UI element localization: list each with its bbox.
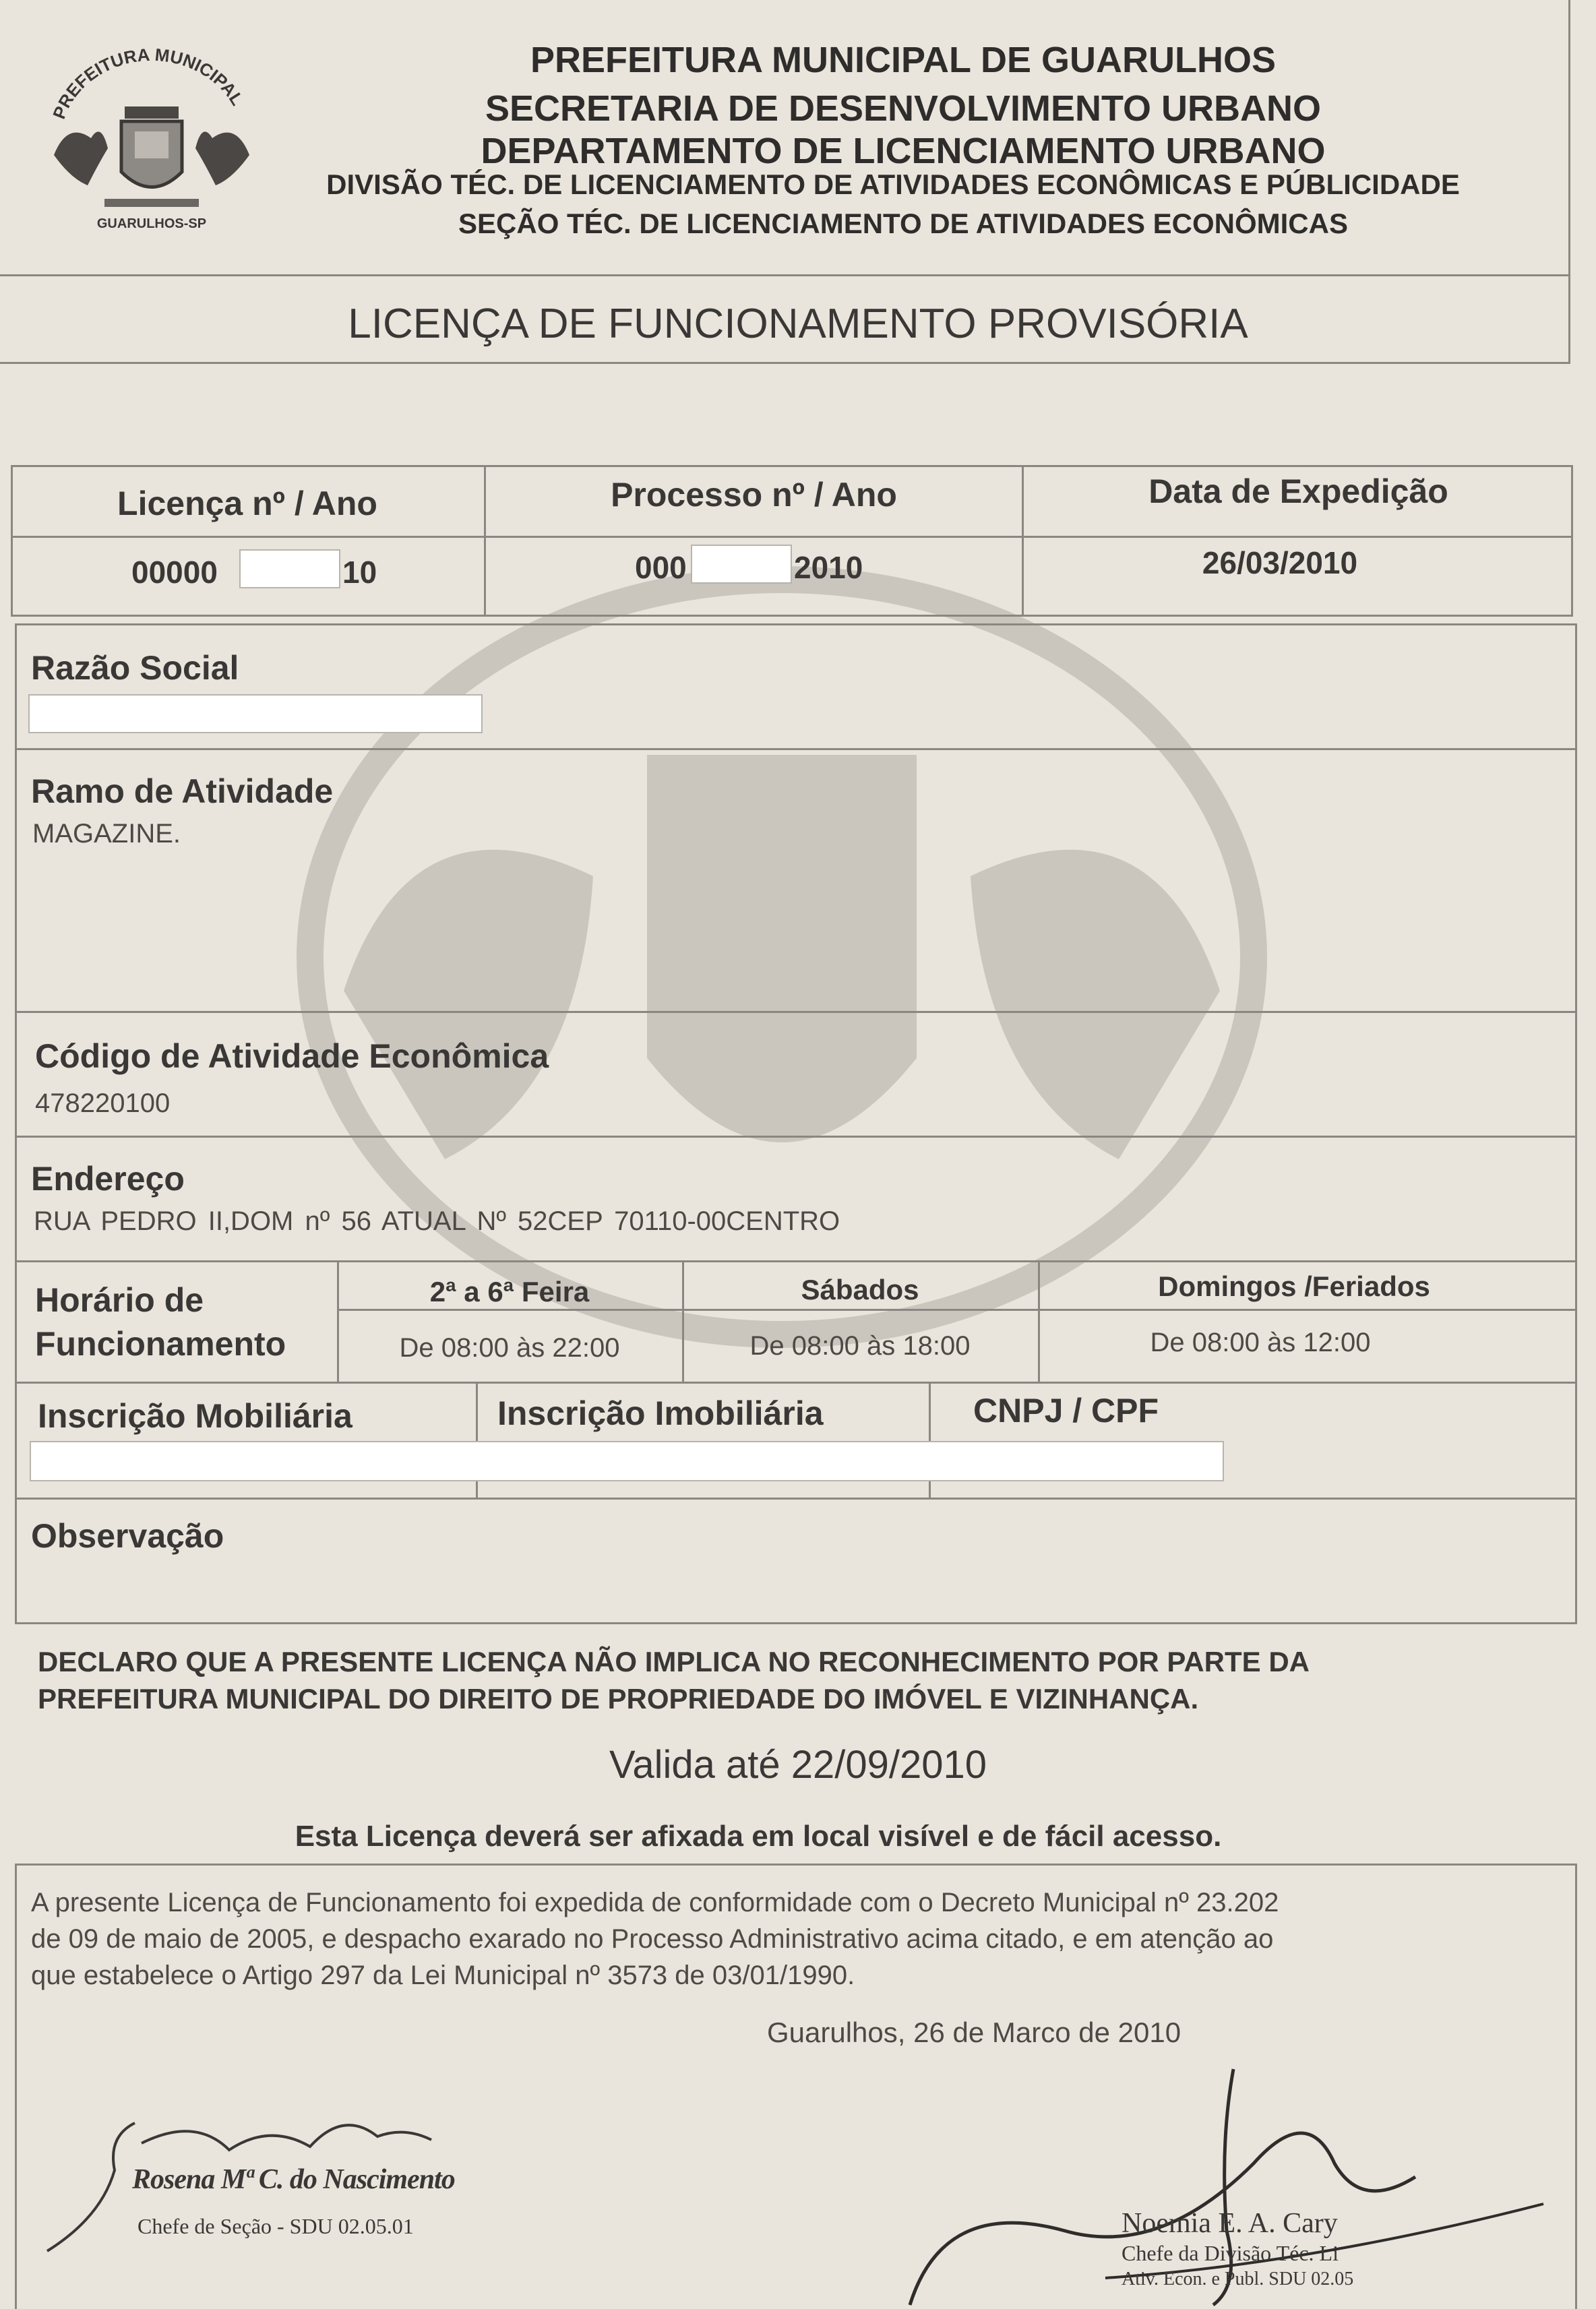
endereco-label: Endereço xyxy=(31,1160,185,1198)
inscricao-imobiliaria-label: Inscrição Imobiliária xyxy=(497,1394,824,1432)
endereco-value: RUA PEDRO II,DOM nº 56 ATUAL Nº 52CEP 70110-00CENTRO xyxy=(34,1206,840,1236)
horario-col2-header: Sábados xyxy=(801,1274,919,1305)
header-line-3: DEPARTAMENTO DE LICENCIAMENTO URBANO xyxy=(481,131,1326,171)
processo-number-redaction xyxy=(691,545,792,584)
seal-bottom-text: GUARULHOS-SP xyxy=(96,216,207,231)
horario-label-line1: Horário de xyxy=(35,1281,204,1319)
afixar-text: Esta Licença deverá ser afixada em local visível e de fácil acesso. xyxy=(295,1820,1222,1853)
codigo-value: 478220100 xyxy=(35,1088,171,1118)
paragraph-line3: que estabelece o Artigo 297 da Lei Municipal nº 3573 de 03/01/1990. xyxy=(31,1961,855,1990)
signature-right-cargo1: Chefe da Divisão Téc. Li xyxy=(1122,2241,1339,2265)
divider-inscricao xyxy=(15,1498,1577,1500)
licenca-number-prefix: 00000 xyxy=(131,555,218,590)
inscricao-mobiliaria-label: Inscrição Mobiliária xyxy=(38,1397,352,1435)
paragraph-line1: A presente Licença de Funcionamento foi expedida de conformidade com o Decreto Municipal nº 23.202 xyxy=(31,1888,1279,1917)
razao-social-label: Razão Social xyxy=(31,649,239,687)
divider-horario xyxy=(15,1382,1577,1384)
razao-social-redaction xyxy=(28,694,483,733)
divider-razao xyxy=(15,748,1577,750)
divider-ramo xyxy=(15,1011,1577,1013)
document-title: LICENÇA DE FUNCIONAMENTO PROVISÓRIA xyxy=(348,301,1248,347)
data-expedicao-value: 26/03/2010 xyxy=(1202,545,1358,580)
header-line-1: PREFEITURA MUNICIPAL DE GUARULHOS xyxy=(530,40,1277,80)
declaracao-line1: DECLARO QUE A PRESENTE LICENÇA NÃO IMPLICA NO RECONHECIMENTO POR PARTE DA xyxy=(38,1646,1310,1677)
processo-number-prefix: 000 xyxy=(635,550,687,585)
observacao-label: Observação xyxy=(31,1517,224,1555)
coat-of-arms-icon xyxy=(40,47,263,236)
horario-row-divider xyxy=(337,1309,1577,1311)
signature-left-cargo: Chefe de Seção - SDU 02.05.01 xyxy=(137,2214,414,2238)
licenca-label: Licença nº / Ano xyxy=(117,485,377,522)
codigo-label: Código de Atividade Econômica xyxy=(35,1037,549,1075)
horario-col3-header: Domingos /Feriados xyxy=(1158,1270,1430,1302)
header-line-5: SEÇÃO TÉC. DE LICENCIAMENTO DE ATIVIDADES ECONÔMICAS xyxy=(458,208,1348,239)
seal-arc-text: PREFEITURA MUNICIPAL xyxy=(49,47,248,122)
processo-number-suffix: 2010 xyxy=(794,550,863,585)
ramo-label: Ramo de Atividade xyxy=(31,772,334,810)
license-row-divider xyxy=(11,536,1573,538)
header-line-4: DIVISÃO TÉC. DE LICENCIAMENTO DE ATIVIDADES ECONÔMICAS E PÚBLICIDADE xyxy=(326,168,1460,200)
header-line-2: SECRETARIA DE DESENVOLVIMENTO URBANO xyxy=(485,88,1322,129)
declaracao-line2: PREFEITURA MUNICIPAL DO DIREITO DE PROPRIEDADE DO IMÓVEL E VIZINHANÇA. xyxy=(38,1683,1199,1715)
data-expedicao-label: Data de Expedição xyxy=(1148,472,1448,510)
horario-col2-value: De 08:00 às 18:00 xyxy=(749,1331,971,1361)
horario-col1-header: 2ª a 6ª Feira xyxy=(429,1276,590,1307)
inscricoes-redaction xyxy=(30,1441,1224,1481)
processo-label: Processo nº / Ano xyxy=(611,476,897,514)
divider-endereco xyxy=(15,1260,1577,1262)
signature-left-name: Rosena Mª C. do Nascimento xyxy=(132,2164,455,2195)
signature-right-name: Noemia E. A. Cary xyxy=(1122,2208,1338,2239)
validade-text: Valida até 22/09/2010 xyxy=(609,1743,987,1787)
licenca-number-redaction xyxy=(239,549,340,588)
horario-col3-value: De 08:00 às 12:00 xyxy=(1150,1328,1371,1357)
divider-codigo xyxy=(15,1136,1577,1138)
licenca-number-suffix: 10 xyxy=(342,555,377,590)
horario-col1-value: De 08:00 às 22:00 xyxy=(399,1333,620,1363)
horario-label-line2: Funcionamento xyxy=(35,1325,286,1363)
local-data-text: Guarulhos, 26 de Marco de 2010 xyxy=(767,2016,1181,2048)
ramo-value: MAGAZINE. xyxy=(32,819,181,849)
cnpj-cpf-label: CNPJ / CPF xyxy=(973,1392,1159,1429)
signature-right-cargo2: Ativ. Econ. e Publ. SDU 02.05 xyxy=(1122,2269,1354,2289)
paragraph-line2: de 09 de maio de 2005, e despacho exarado no Processo Administrativo acima citado, e em atenção ao xyxy=(31,1924,1274,1954)
